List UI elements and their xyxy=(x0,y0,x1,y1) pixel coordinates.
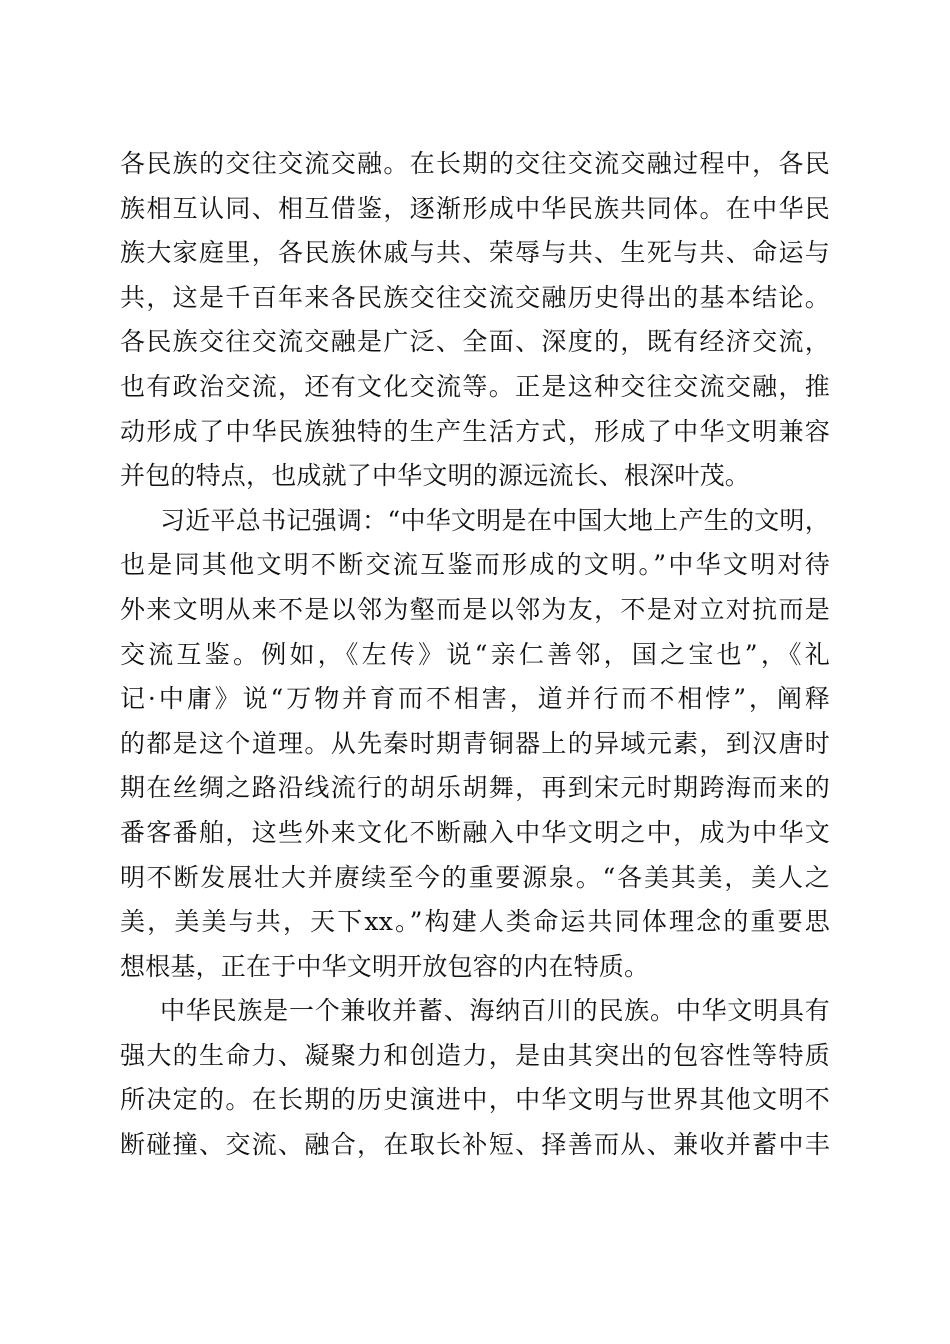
text-line: 也有政治交流，还有文化交流等。正是这种交往交流交融，推 xyxy=(120,371,830,401)
text-line: 的都是这个道理。从先秦时期青铜器上的异域元素，到汉唐时 xyxy=(120,728,830,758)
text-line: 强大的生命力、凝聚力和创造力，是由其突出的包容性等特质 xyxy=(120,1040,830,1070)
text-line: 中华民族是一个兼收并蓄、海纳百川的民族。中华文明具有 xyxy=(160,996,830,1026)
text-line: 习近平总书记强调：“中华文明是在中国大地上产生的文明， xyxy=(160,505,830,535)
paragraph-3 xyxy=(120,989,830,1167)
text-line: 美，美美与共，天下xx。”构建人类命运共同体理念的重要思 xyxy=(120,907,830,937)
text-line: 各民族交往交流交融是广泛、全面、深度的，既有经济交流， xyxy=(120,327,830,357)
text-line: 各民族的交往交流交融。在长期的交往交流交融过程中，各民 xyxy=(120,149,830,178)
text-line: 共，这是千百年来各民族交往交流交融历史得出的基本结论。 xyxy=(120,282,830,312)
text-line: 并包的特点，也成就了中华文明的源远流长、根深叶茂。 xyxy=(120,461,751,491)
text-line: 期在丝绸之路沿线流行的胡乐胡舞，再到宋元时期跨海而来的 xyxy=(120,773,830,803)
text-line: 想根基，正在于中华文明开放包容的内在特质。 xyxy=(120,951,650,981)
paragraph-1 xyxy=(120,142,830,499)
text-line: 族大家庭里，各民族休戚与共、荣辱与共、生死与共、命运与 xyxy=(120,238,830,268)
body-text xyxy=(120,142,830,1168)
text-line: 外来文明从来不是以邻为壑而是以邻为友，不是对立对抗而是 xyxy=(120,594,830,624)
text-line: 所决定的。在长期的历史演进中，中华文明与世界其他文明不 xyxy=(120,1085,830,1115)
text-line: 动形成了中华民族独特的生产生活方式，形成了中华文明兼容 xyxy=(120,416,830,446)
text-line: 番客番舶，这些外来文化不断融入中华文明之中，成为中华文 xyxy=(120,817,830,847)
text-line: 族相互认同、相互借鉴，逐渐形成中华民族共同体。在中华民 xyxy=(120,193,830,223)
text-line: 也是同其他文明不断交流互鉴而形成的文明。”中华文明对待 xyxy=(120,550,830,580)
text-line: 交流互鉴。例如，《左传》说“亲仁善邻，国之宝也”，《礼 xyxy=(120,639,830,669)
text-line: 断碰撞、交流、融合，在取长补短、择善而从、兼收并蓄中丰 xyxy=(120,1130,830,1160)
text-line: 记·中庸》说“万物并育而不相害，道并行而不相悖”，阐释 xyxy=(120,684,830,714)
text-line: 明不断发展壮大并赓续至今的重要源泉。“各美其美，美人之 xyxy=(120,862,830,892)
paragraph-2 xyxy=(120,499,830,990)
